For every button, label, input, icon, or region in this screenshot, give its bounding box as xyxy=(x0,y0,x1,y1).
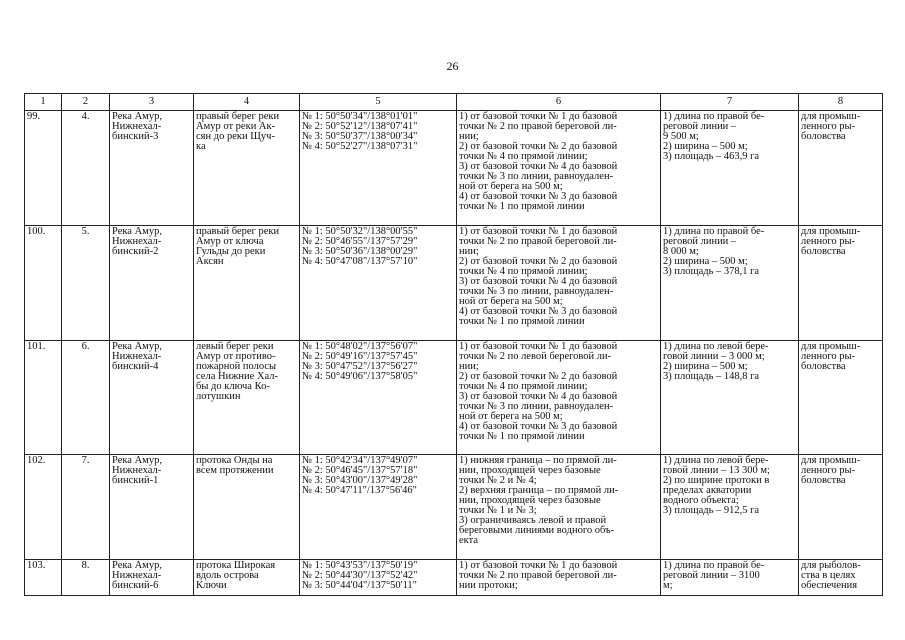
site-borders: 1) от базовой точки № 1 до базовой точки № 2 по правой береговой ли- нии протоки; xyxy=(457,560,661,596)
site-purpose: для рыболов- ства в целях обеспечения xyxy=(799,560,883,596)
site-location: протока Широкая вдоль острова Ключи xyxy=(194,560,300,596)
site-coordinates: № 1: 50°42'34"/137°49'07" № 2: 50°46'45"/137°57'18" № 3: 50°43'00"/137°49'28" № 4: 50°47'11"/137°56'46" xyxy=(300,455,457,560)
site-name: Река Амур, Нижнехал- бинский-6 xyxy=(110,560,194,596)
site-name: Река Амур, Нижнехал- бинский-4 xyxy=(110,341,194,455)
data-table xyxy=(24,93,883,596)
column-header: 3 xyxy=(110,94,194,111)
site-borders: 1) нижняя граница – по прямой ли- нии, проходящей через базовые точки № 2 и № 4; 2) верхняя граница – по прямой ли- нии, проходящей через базовые точки № 1 и № 3; 3) ограничиваясь левой и правой береговыми линиями водного объ- екта xyxy=(457,455,661,560)
column-header: 2 xyxy=(62,94,110,111)
site-location: правый берег реки Амур от реки Ак- сян до реки Щуч- ка xyxy=(194,111,300,226)
site-location: правый берег реки Амур от ключа Гульды до реки Аксян xyxy=(194,226,300,341)
site-name: Река Амур, Нижнехал- бинский-1 xyxy=(110,455,194,560)
site-purpose: для промыш- ленного ры- боловства xyxy=(799,111,883,226)
site-location: левый берег реки Амур от противо- пожарной полосы села Нижние Хал- бы до ключа Ко- лотушкин xyxy=(194,341,300,455)
row-number: 101. xyxy=(25,341,62,455)
column-header: 6 xyxy=(457,94,661,111)
column-header: 7 xyxy=(661,94,799,111)
row-number: 99. xyxy=(25,111,62,226)
row-number: 103. xyxy=(25,560,62,596)
table-row xyxy=(25,111,883,226)
site-borders: 1) от базовой точки № 1 до базовой точки № 2 по правой береговой ли- нии; 2) от базовой точки № 2 до базовой точки № 4 по прямой линии; 3) от базовой точки № 4 до базовой точки № 3 по линии, равноудален- ной от берега на 500 м; 4) от базовой точки № 3 до базовой точки № 1 по прямой линии xyxy=(457,226,661,341)
column-header: 8 xyxy=(799,94,883,111)
page-number: 26 xyxy=(446,59,459,73)
table-row xyxy=(25,226,883,341)
site-coordinates: № 1: 50°48'02"/137°56'07" № 2: 50°49'16"/137°57'45" № 3: 50°47'52"/137°56'27" № 4: 50°49'06"/137°58'05" xyxy=(300,341,457,455)
site-coordinates: № 1: 50°43'53"/137°50'19" № 2: 50°44'30"/137°52'42" № 3: 50°44'04"/137°50'11" xyxy=(300,560,457,596)
site-name: Река Амур, Нижнехал- бинский-3 xyxy=(110,111,194,226)
site-size: 1) длина по левой бере- говой линии – 3 000 м; 2) ширина – 500 м; 3) площадь – 148,8 га xyxy=(661,341,799,455)
table-row xyxy=(25,455,883,560)
row-number: 102. xyxy=(25,455,62,560)
column-header: 5 xyxy=(300,94,457,111)
site-purpose: для промыш- ленного ры- боловства xyxy=(799,226,883,341)
table-header-row xyxy=(25,94,883,111)
row-number: 100. xyxy=(25,226,62,341)
row-index: 8. xyxy=(62,560,110,596)
site-location: протока Онды на всем протяжении xyxy=(194,455,300,560)
site-size: 1) длина по левой бере- говой линии – 13 300 м; 2) по ширине протоки в пределах акватории водного объекта; 3) площадь – 912,5 га xyxy=(661,455,799,560)
row-index: 6. xyxy=(62,341,110,455)
row-index: 5. xyxy=(62,226,110,341)
site-size: 1) длина по правой бе- реговой линии – 8 000 м; 2) ширина – 500 м; 3) площадь – 378,1 га xyxy=(661,226,799,341)
table-row xyxy=(25,341,883,455)
row-index: 4. xyxy=(62,111,110,226)
site-name: Река Амур, Нижнехал- бинский-2 xyxy=(110,226,194,341)
site-size: 1) длина по правой бе- реговой линии – 9 500 м; 2) ширина – 500 м; 3) площадь – 463,9 га xyxy=(661,111,799,226)
site-borders: 1) от базовой точки № 1 до базовой точки № 2 по правой береговой ли- нии; 2) от базовой точки № 2 до базовой точки № 4 по прямой линии; 3) от базовой точки № 4 до базовой точки № 3 по линии, равноудален- ной от берега на 500 м; 4) от базовой точки № 3 до базовой точки № 1 по прямой линии xyxy=(457,111,661,226)
site-coordinates: № 1: 50°50'34"/138°01'01" № 2: 50°52'12"/138°07'41" № 3: 50°50'37"/138°00'34" № 4: 50°52'27"/138°07'31" xyxy=(300,111,457,226)
site-borders: 1) от базовой точки № 1 до базовой точки № 2 по левой береговой ли- нии; 2) от базовой точки № 2 до базовой точки № 4 по прямой линии; 3) от базовой точки № 4 до базовой точки № 3 по линии, равноудален- ной от берега на 500 м; 4) от базовой точки № 3 до базовой точки № 1 по прямой линии xyxy=(457,341,661,455)
site-purpose: для промыш- ленного ры- боловства xyxy=(799,341,883,455)
site-purpose: для промыш- ленного ры- боловства xyxy=(799,455,883,560)
table-row xyxy=(25,560,883,596)
site-coordinates: № 1: 50°50'32"/138°00'55" № 2: 50°46'55"/137°57'29" № 3: 50°50'36"/138°00'29" № 4: 50°47'08"/137°57'10" xyxy=(300,226,457,341)
row-index: 7. xyxy=(62,455,110,560)
site-size: 1) длина по правой бе- реговой линии – 3100 м; xyxy=(661,560,799,596)
column-header: 4 xyxy=(194,94,300,111)
column-header: 1 xyxy=(25,94,62,111)
